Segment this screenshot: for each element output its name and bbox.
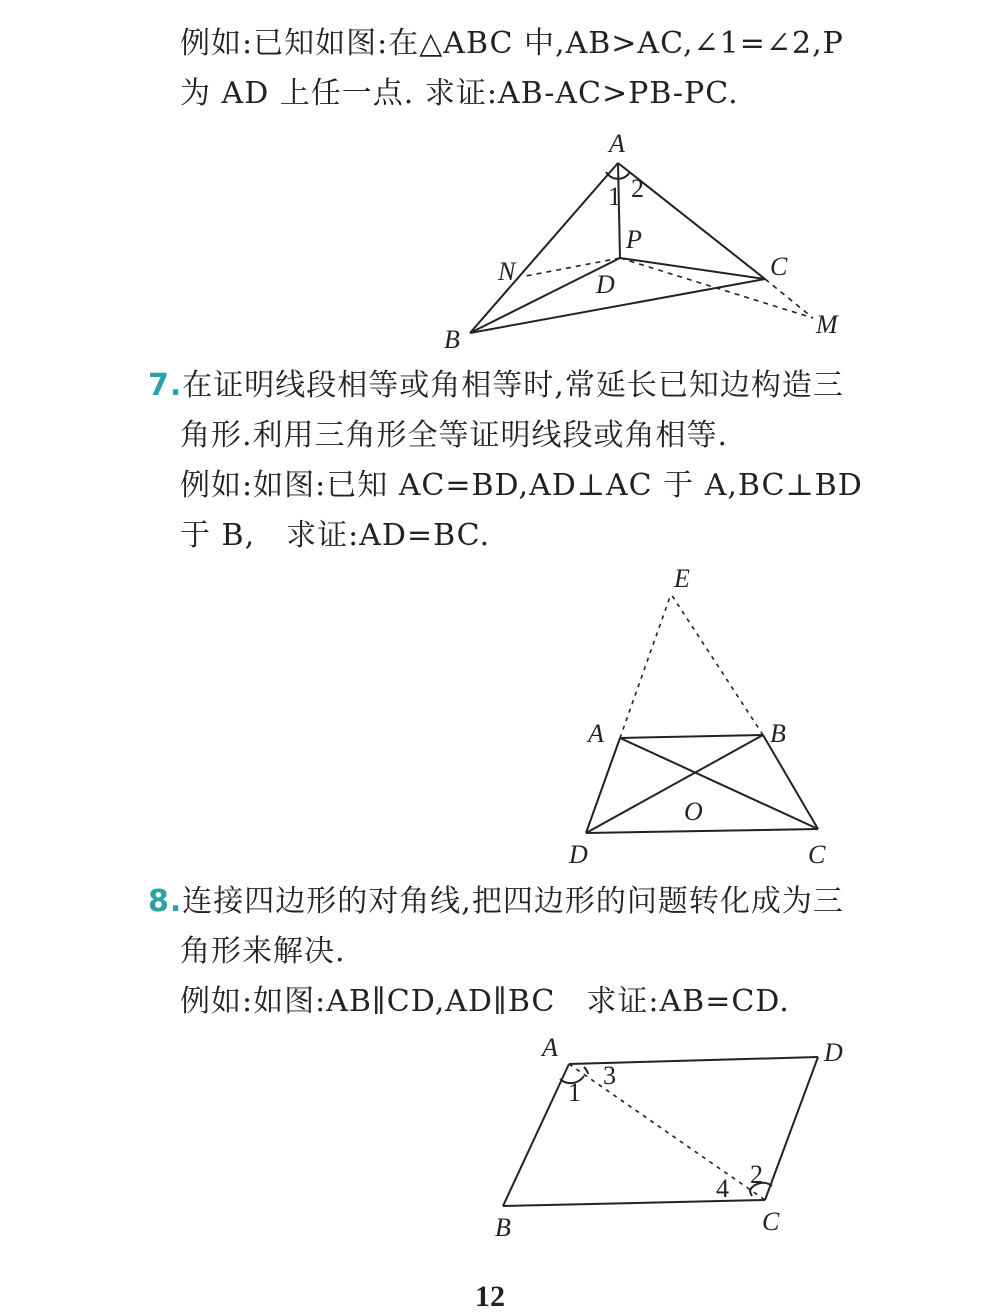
label-e: E bbox=[674, 564, 690, 593]
label-c: C bbox=[762, 1207, 780, 1236]
label-angle-1: 1 bbox=[608, 182, 621, 211]
section8-text-1: 连接四边形的对角线,把四边形的问题转化成为三 bbox=[182, 884, 844, 919]
label-angle-3: 3 bbox=[603, 1061, 616, 1090]
section7-line-4: 于 B, 求证:AD=BC. bbox=[180, 518, 491, 553]
label-angle-2: 2 bbox=[750, 1160, 763, 1189]
segment-ab bbox=[503, 1064, 569, 1206]
label-d: D bbox=[824, 1038, 843, 1067]
label-m: M bbox=[816, 310, 838, 339]
angle-arc-c-4 bbox=[750, 1190, 752, 1196]
label-n: N bbox=[498, 257, 516, 286]
label-o: O bbox=[684, 797, 703, 826]
figure3-lines bbox=[503, 1057, 818, 1206]
label-a: A bbox=[588, 719, 604, 748]
page-number: 12 bbox=[475, 1280, 505, 1313]
label-d: D bbox=[569, 840, 588, 869]
label-p: P bbox=[626, 225, 642, 254]
section6-line-2: 为 AD 上任一点. 求证:AB-AC>PB-PC. bbox=[180, 76, 739, 111]
section7-text-1: 在证明线段相等或角相等时,常延长已知边构造三 bbox=[182, 368, 844, 403]
label-angle-2: 2 bbox=[631, 174, 644, 203]
label-a: A bbox=[609, 129, 625, 158]
label-c: C bbox=[770, 252, 788, 281]
label-b: B bbox=[770, 719, 786, 748]
segment-dc bbox=[765, 1057, 818, 1200]
label-b: B bbox=[444, 325, 460, 354]
section7-number: 7. bbox=[148, 368, 183, 403]
label-c: C bbox=[808, 840, 826, 869]
dashed-diagonal-ac bbox=[569, 1064, 765, 1200]
label-d: D bbox=[596, 270, 615, 299]
section7-line-3: 例如:如图:已知 AC=BD,AD⊥AC 于 A,BC⊥BD bbox=[180, 468, 863, 503]
section7-line-2: 角形.利用三角形全等证明线段或角相等. bbox=[180, 418, 729, 453]
section8-line-2: 角形来解决. bbox=[180, 934, 346, 969]
section8-number: 8. bbox=[148, 884, 183, 919]
label-angle-4: 4 bbox=[716, 1174, 729, 1203]
label-b: B bbox=[495, 1213, 511, 1242]
angle-arc-a-3 bbox=[584, 1067, 588, 1074]
section8-line-3: 例如:如图:AB∥CD,AD∥BC 求证:AB=CD. bbox=[180, 984, 790, 1019]
label-angle-1: 1 bbox=[568, 1078, 581, 1107]
label-a: A bbox=[542, 1033, 558, 1062]
section6-line-1: 例如:已知如图:在△ABC 中,AB>AC,∠1=∠2,P bbox=[180, 26, 844, 61]
